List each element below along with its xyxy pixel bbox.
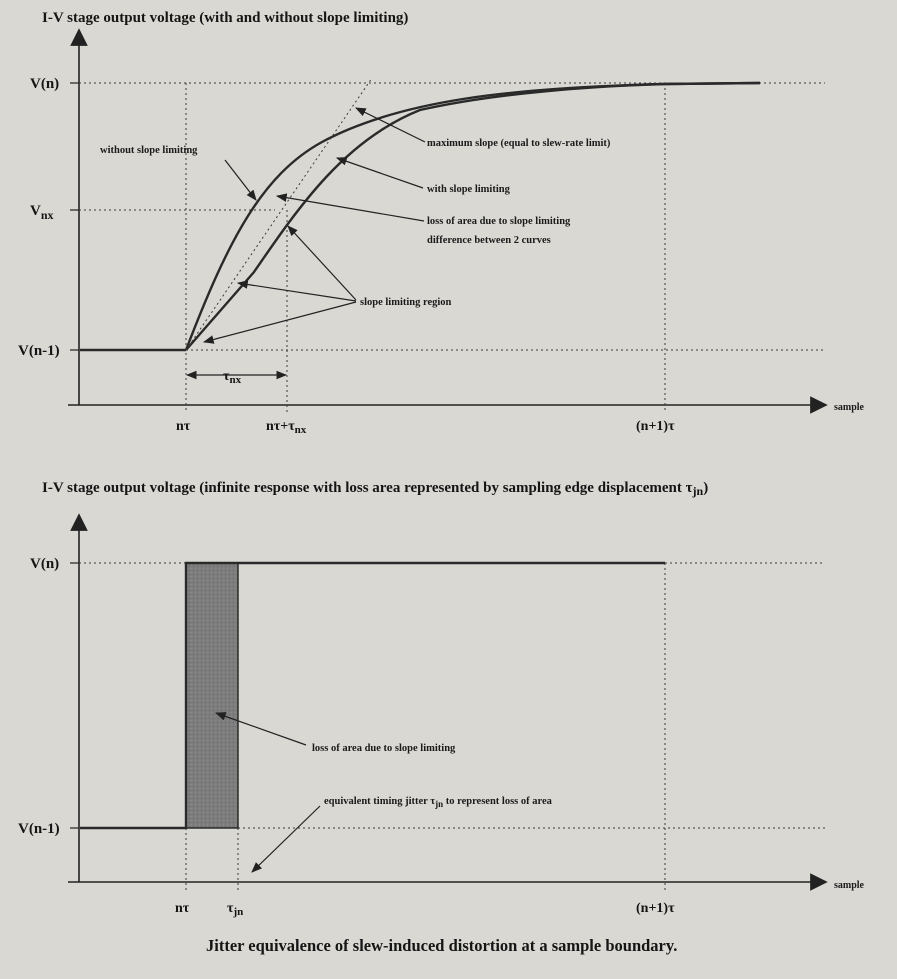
level-vnx-main: V — [30, 203, 41, 219]
arrow-region-3 — [204, 302, 356, 342]
level-vn: V(n) — [30, 76, 60, 92]
ideal-step-response — [80, 563, 665, 828]
b-arrow-jitter — [252, 806, 320, 872]
label-slope-limiting-region: slope limiting region — [360, 297, 452, 308]
label-loss-area-1: loss of area due to slope limiting — [427, 216, 571, 227]
top-title: I-V stage output voltage (with and without slope limiting) — [42, 10, 409, 26]
top-x-axis-label: sample — [834, 402, 864, 413]
tick-label-ntau: nτ — [176, 419, 191, 434]
arrow-region-1 — [288, 226, 356, 300]
label-with-slope-limiting: with slope limiting — [427, 184, 510, 195]
b-tick-ntau: nτ — [175, 901, 190, 916]
bottom-x-axis-label: sample — [834, 880, 864, 891]
tick-label-n1tau: (n+1)τ — [636, 419, 675, 434]
b-tick-n1tau: (n+1)τ — [636, 901, 675, 916]
loss-area-rectangle — [186, 563, 238, 828]
label-max-slope: maximum slope (equal to slew-rate limit) — [427, 138, 611, 149]
tick-label-ntau-tnx-main: nτ+τ — [266, 419, 295, 434]
b-tick-tjn — [227, 901, 243, 918]
b-level-vn: V(n) — [30, 556, 60, 572]
bottom-title-main: I-V stage output voltage (infinite response with loss area represented by sampling edge displacement τ — [42, 480, 693, 496]
bottom-title — [42, 480, 708, 498]
span-label-tnx-sub: nx — [229, 374, 242, 386]
span-label-tnx-main: τ — [223, 369, 230, 384]
bottom-title-end: ) — [703, 480, 709, 496]
arrow-region-2 — [238, 283, 356, 301]
b-label-jitter-pre: equivalent timing jitter τ — [324, 796, 436, 807]
label-loss-area-2: difference between 2 curves — [427, 235, 551, 246]
b-label-loss-area: loss of area due to slope limiting — [312, 743, 456, 754]
b-tick-tjn-sub: jn — [233, 906, 244, 918]
b-label-jitter-sub: jn — [435, 799, 444, 809]
figure-caption: Jitter equivalence of slew-induced distortion at a sample boundary. — [206, 936, 678, 955]
b-level-vn1: V(n-1) — [18, 821, 60, 837]
bottom-panel — [18, 480, 865, 918]
top-panel — [18, 10, 865, 436]
max-slope-line — [186, 78, 372, 350]
bottom-title-sub: jn — [692, 484, 704, 498]
label-without-slope-limiting: without slope limiting — [100, 145, 198, 156]
b-label-jitter-post: to represent loss of area — [443, 796, 552, 807]
tick-label-ntau-tnx — [266, 419, 307, 436]
tick-label-ntau-tnx-sub: nx — [294, 424, 307, 436]
b-tick-tjn-main: τ — [227, 901, 234, 916]
span-label-tnx — [223, 369, 242, 386]
arrow-with — [337, 158, 423, 188]
arrow-without — [225, 160, 256, 200]
level-vn1: V(n-1) — [18, 343, 60, 359]
level-vnx — [30, 203, 54, 222]
level-vnx-sub: nx — [40, 208, 54, 222]
b-label-jitter — [324, 796, 553, 809]
